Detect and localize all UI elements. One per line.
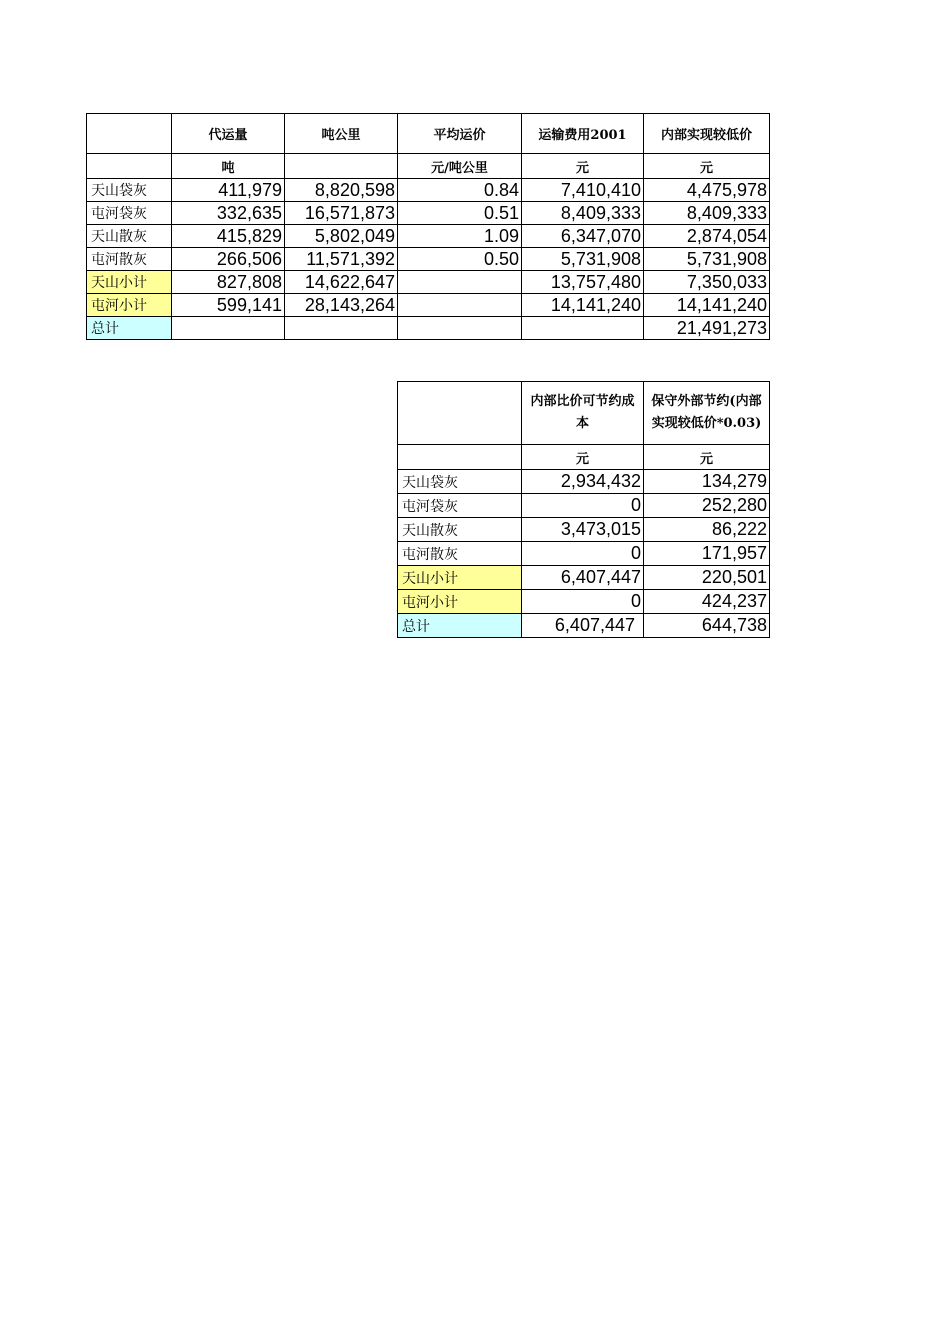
table-cell: 7,350,033 [644,271,770,294]
header-cell: 内部实现较低价 [644,114,770,154]
table-cell: 11,571,392 [285,248,398,271]
table-cell: 16,571,873 [285,202,398,225]
table-cell: 21,491,273 [644,317,770,340]
unit-cell: 元 [522,445,644,470]
total-row [398,614,770,638]
unit-cell [285,154,398,179]
row-label: 天山小计 [87,271,172,294]
header-cell [87,114,172,154]
savings-table [397,381,770,638]
unit-row [87,154,770,179]
table-cell [172,317,285,340]
table-cell: 0 [522,494,644,518]
table-cell [398,317,522,340]
table-cell [398,271,522,294]
unit-cell: 元/吨公里 [398,154,522,179]
table-cell: 171,957 [644,542,770,566]
row-label: 总计 [398,614,522,638]
row-label: 天山袋灰 [398,470,522,494]
unit-cell: 元 [644,445,770,470]
table-cell: 86,222 [644,518,770,542]
table-cell: 0 [522,590,644,614]
table-cell: 6,407,447 [522,566,644,590]
table-cell: 332,635 [172,202,285,225]
table-row [398,494,770,518]
table-row [398,518,770,542]
row-label: 天山袋灰 [87,179,172,202]
table-cell: 252,280 [644,494,770,518]
table-cell: 424,237 [644,590,770,614]
table-row [87,202,770,225]
table-cell: 8,409,333 [522,202,644,225]
table-cell: 14,622,647 [285,271,398,294]
table-cell: 6,347,070 [522,225,644,248]
table-cell [398,294,522,317]
table-cell: 14,141,240 [522,294,644,317]
table-cell: 13,757,480 [522,271,644,294]
table-cell [522,317,644,340]
unit-cell [398,445,522,470]
table-cell: 0 [522,542,644,566]
row-label: 天山散灰 [87,225,172,248]
table-cell: 5,731,908 [644,248,770,271]
table-cell: 0.51 [398,202,522,225]
table-cell: 7,410,410 [522,179,644,202]
table-row [87,225,770,248]
unit-row [398,445,770,470]
header-cell: 保守外部节约(内部实现较低价*0.03) [644,382,770,445]
table-cell: 411,979 [172,179,285,202]
table-cell: 14,141,240 [644,294,770,317]
row-label: 屯河散灰 [87,248,172,271]
table-header-row [398,382,770,445]
row-label: 屯河小计 [87,294,172,317]
table-cell: 5,802,049 [285,225,398,248]
transport-cost-table [86,113,770,340]
table-cell: 220,501 [644,566,770,590]
subtotal-row [398,590,770,614]
table-cell: 6,407,447 [522,614,644,638]
table-row [87,248,770,271]
table-cell: 644,738 [644,614,770,638]
table-row [398,542,770,566]
table-cell: 599,141 [172,294,285,317]
header-cell: 运输费用2001 [522,114,644,154]
unit-cell [87,154,172,179]
table-cell: 266,506 [172,248,285,271]
table-row [398,470,770,494]
table-cell: 134,279 [644,470,770,494]
row-label: 天山散灰 [398,518,522,542]
table-cell: 0.84 [398,179,522,202]
table-cell [285,317,398,340]
row-label: 总计 [87,317,172,340]
unit-cell: 吨 [172,154,285,179]
table-cell: 2,874,054 [644,225,770,248]
table-cell: 0.50 [398,248,522,271]
row-label: 屯河袋灰 [87,202,172,225]
unit-cell: 元 [644,154,770,179]
subtotal-row [87,294,770,317]
table-cell: 28,143,264 [285,294,398,317]
table-cell: 1.09 [398,225,522,248]
table-cell: 5,731,908 [522,248,644,271]
row-label: 天山小计 [398,566,522,590]
table-cell: 8,409,333 [644,202,770,225]
header-cell: 代运量 [172,114,285,154]
table-cell: 8,820,598 [285,179,398,202]
subtotal-row [398,566,770,590]
header-cell: 平均运价 [398,114,522,154]
table-cell: 827,808 [172,271,285,294]
unit-cell: 元 [522,154,644,179]
row-label: 屯河袋灰 [398,494,522,518]
header-cell [398,382,522,445]
table-cell: 2,934,432 [522,470,644,494]
subtotal-row [87,271,770,294]
row-label: 屯河小计 [398,590,522,614]
table-header-row [87,114,770,154]
table-cell: 4,475,978 [644,179,770,202]
table-cell: 3,473,015 [522,518,644,542]
table-row [87,179,770,202]
row-label: 屯河散灰 [398,542,522,566]
total-row [87,317,770,340]
header-cell: 内部比价可节约成本 [522,382,644,445]
header-cell: 吨公里 [285,114,398,154]
table-cell: 415,829 [172,225,285,248]
